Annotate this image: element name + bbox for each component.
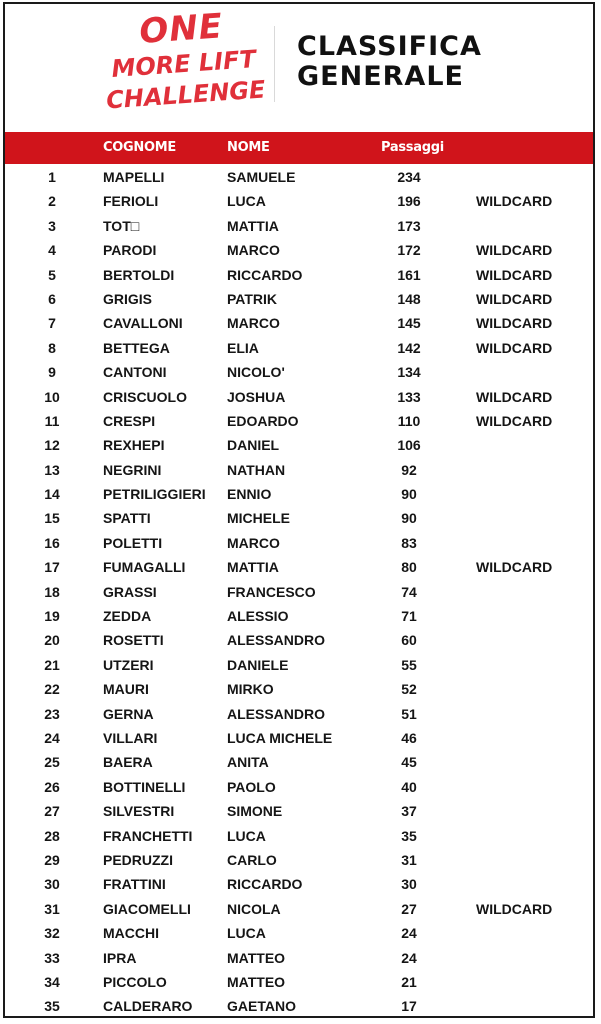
- name-cell: RICCARDO: [227, 266, 303, 283]
- name-cell: ANITA: [227, 754, 269, 771]
- page-title: [297, 32, 482, 92]
- table-row: [5, 750, 593, 774]
- surname-cell: CRESPI: [103, 412, 156, 429]
- surname-cell: MACCHI: [103, 925, 159, 942]
- header: [5, 4, 593, 132]
- table-row: [5, 824, 593, 848]
- rank-cell: 32: [44, 925, 60, 942]
- passes-cell: 106: [397, 437, 421, 454]
- wildcard-badge: WILDCARD: [476, 412, 553, 429]
- wildcard-badge: WILDCARD: [476, 193, 553, 210]
- column-header-surname: COGNOME: [103, 140, 176, 155]
- surname-cell: PICCOLO: [103, 973, 167, 990]
- name-cell: MICHELE: [227, 510, 290, 527]
- rank-cell: 33: [44, 949, 60, 966]
- passes-cell: 148: [397, 290, 421, 307]
- table-row: [5, 580, 593, 604]
- rank-cell: 29: [44, 851, 60, 868]
- table-row: [5, 970, 593, 994]
- logo-line-2: MORE LIFT: [110, 45, 257, 84]
- passes-cell: 92: [401, 461, 417, 478]
- passes-cell: 24: [401, 949, 417, 966]
- surname-cell: GRASSI: [103, 583, 157, 600]
- column-header-name: NOME: [227, 140, 270, 155]
- ranking-table: [5, 165, 593, 1018]
- surname-cell: SPATTI: [103, 510, 151, 527]
- wildcard-badge: WILDCARD: [476, 315, 553, 332]
- wildcard-badge: WILDCARD: [476, 266, 553, 283]
- passes-cell: 142: [397, 339, 421, 356]
- surname-cell: PETRILIGGIERI: [103, 486, 206, 503]
- name-cell: PAOLO: [227, 778, 276, 795]
- passes-cell: 17: [401, 998, 417, 1015]
- rank-cell: 5: [48, 266, 56, 283]
- surname-cell: GERNA: [103, 705, 154, 722]
- logo-line-3: CHALLENGE: [105, 75, 267, 115]
- name-cell: SIMONE: [227, 803, 283, 820]
- rank-cell: 21: [44, 656, 60, 673]
- name-cell: LUCA: [227, 925, 266, 942]
- name-cell: SAMUELE: [227, 169, 296, 185]
- rank-cell: 13: [44, 461, 60, 478]
- surname-cell: CALDERARO: [103, 998, 193, 1015]
- name-cell: NICOLO': [227, 364, 285, 381]
- passes-cell: 145: [397, 315, 421, 332]
- name-cell: CARLO: [227, 851, 277, 868]
- surname-cell: REXHEPI: [103, 437, 165, 454]
- table-row: [5, 897, 593, 921]
- logo-line-1: ONE: [138, 6, 225, 52]
- rank-cell: 6: [48, 290, 56, 307]
- passes-cell: 71: [401, 608, 417, 625]
- surname-cell: TOT□: [103, 217, 140, 234]
- rank-cell: 3: [48, 217, 56, 234]
- surname-cell: FRATTINI: [103, 876, 166, 893]
- surname-cell: FUMAGALLI: [103, 559, 186, 576]
- name-cell: ALESSANDRO: [227, 632, 326, 649]
- table-row: [5, 263, 593, 287]
- surname-cell: CAVALLONI: [103, 315, 183, 332]
- table-row: [5, 287, 593, 311]
- rank-cell: 23: [44, 705, 60, 722]
- rank-cell: 15: [44, 510, 60, 527]
- passes-cell: 161: [397, 266, 421, 283]
- table-row: [5, 482, 593, 506]
- surname-cell: BAERA: [103, 754, 153, 771]
- column-header-bar: [5, 132, 593, 164]
- table-row: [5, 506, 593, 530]
- table-row: [5, 531, 593, 555]
- rank-cell: 24: [44, 729, 60, 746]
- table-row: [5, 872, 593, 896]
- table-row: [5, 238, 593, 262]
- wildcard-badge: WILDCARD: [476, 900, 553, 917]
- name-cell: RICCARDO: [227, 876, 303, 893]
- rank-cell: 28: [44, 827, 60, 844]
- passes-cell: 21: [401, 973, 417, 990]
- passes-cell: 90: [401, 486, 417, 503]
- surname-cell: CANTONI: [103, 364, 167, 381]
- surname-cell: PEDRUZZI: [103, 851, 173, 868]
- passes-cell: 80: [401, 559, 417, 576]
- passes-cell: 83: [401, 534, 417, 551]
- name-cell: MARCO: [227, 315, 280, 332]
- surname-cell: BETTEGA: [103, 339, 170, 356]
- name-cell: PATRIK: [227, 290, 278, 307]
- header-divider: [274, 26, 275, 102]
- wildcard-badge: WILDCARD: [476, 242, 553, 259]
- surname-cell: IPRA: [103, 949, 137, 966]
- passes-cell: 134: [397, 364, 421, 381]
- name-cell: MATTIA: [227, 559, 279, 576]
- name-cell: MARCO: [227, 242, 280, 259]
- table-row: [5, 336, 593, 360]
- surname-cell: BERTOLDI: [103, 266, 175, 283]
- wildcard-badge: WILDCARD: [476, 339, 553, 356]
- rank-cell: 25: [44, 754, 60, 771]
- name-cell: LUCA MICHELE: [227, 729, 333, 746]
- passes-cell: 234: [397, 169, 421, 185]
- passes-cell: 172: [397, 242, 421, 259]
- rank-cell: 30: [44, 876, 60, 893]
- table-row: [5, 409, 593, 433]
- name-cell: MATTEO: [227, 949, 286, 966]
- rank-cell: 35: [44, 998, 60, 1015]
- table-row: [5, 848, 593, 872]
- rank-cell: 31: [44, 900, 60, 917]
- passes-cell: 110: [397, 412, 421, 429]
- rank-cell: 10: [44, 388, 60, 405]
- surname-cell: FRANCHETTI: [103, 827, 193, 844]
- wildcard-badge: WILDCARD: [476, 559, 553, 576]
- passes-cell: 196: [397, 193, 421, 210]
- surname-cell: CRISCUOLO: [103, 388, 187, 405]
- name-cell: LUCA: [227, 827, 266, 844]
- title-line-2: GENERALE: [297, 61, 464, 92]
- surname-cell: SILVESTRI: [103, 803, 175, 820]
- passes-cell: 27: [401, 900, 417, 917]
- table-row: [5, 994, 593, 1018]
- surname-cell: PARODI: [103, 242, 157, 259]
- passes-cell: 37: [401, 803, 417, 820]
- surname-cell: GRIGIS: [103, 290, 153, 307]
- table-row: [5, 604, 593, 628]
- table-row: [5, 726, 593, 750]
- passes-cell: 31: [401, 851, 417, 868]
- name-cell: LUCA: [227, 193, 266, 210]
- passes-cell: 133: [397, 388, 421, 405]
- table-row: [5, 799, 593, 823]
- table-row: [5, 214, 593, 238]
- rank-cell: 1: [48, 169, 56, 185]
- name-cell: ALESSIO: [227, 608, 289, 625]
- rank-cell: 9: [48, 364, 56, 381]
- table-row: [5, 628, 593, 652]
- name-cell: ENNIO: [227, 486, 272, 503]
- column-header-passes: Passaggi: [381, 140, 444, 155]
- name-cell: JOSHUA: [227, 388, 286, 405]
- passes-cell: 30: [401, 876, 417, 893]
- table-row: [5, 385, 593, 409]
- table-row: [5, 677, 593, 701]
- name-cell: NATHAN: [227, 461, 286, 478]
- name-cell: DANIEL: [227, 437, 280, 454]
- passes-cell: 52: [401, 681, 417, 698]
- name-cell: DANIELE: [227, 656, 289, 673]
- surname-cell: MAURI: [103, 681, 149, 698]
- challenge-logo: [95, 4, 273, 134]
- passes-cell: 74: [401, 583, 417, 600]
- rank-cell: 2: [48, 193, 56, 210]
- surname-cell: MAPELLI: [103, 169, 165, 185]
- rank-cell: 34: [44, 973, 60, 990]
- wildcard-badge: WILDCARD: [476, 388, 553, 405]
- rank-cell: 17: [44, 559, 60, 576]
- title-line-1: CLASSIFICA: [297, 31, 482, 62]
- name-cell: ELIA: [227, 339, 259, 356]
- passes-cell: 46: [401, 729, 417, 746]
- surname-cell: VILLARI: [103, 729, 158, 746]
- rank-cell: 26: [44, 778, 60, 795]
- name-cell: MIRKO: [227, 681, 274, 698]
- surname-cell: ROSETTI: [103, 632, 164, 649]
- rank-cell: 4: [48, 242, 56, 259]
- rank-cell: 18: [44, 583, 60, 600]
- passes-cell: 60: [401, 632, 417, 649]
- surname-cell: UTZERI: [103, 656, 154, 673]
- passes-cell: 24: [401, 925, 417, 942]
- surname-cell: FERIOLI: [103, 193, 159, 210]
- table-row: [5, 458, 593, 482]
- passes-cell: 40: [401, 778, 417, 795]
- surname-cell: GIACOMELLI: [103, 900, 191, 917]
- table-row: [5, 360, 593, 384]
- name-cell: FRANCESCO: [227, 583, 316, 600]
- table-row: [5, 311, 593, 335]
- rank-cell: 12: [44, 437, 60, 454]
- name-cell: MATTIA: [227, 217, 279, 234]
- wildcard-badge: WILDCARD: [476, 290, 553, 307]
- rank-cell: 16: [44, 534, 60, 551]
- table-row: [5, 946, 593, 970]
- passes-cell: 45: [401, 754, 417, 771]
- rank-cell: 27: [44, 803, 60, 820]
- surname-cell: POLETTI: [103, 534, 163, 551]
- name-cell: EDOARDO: [227, 412, 299, 429]
- name-cell: GAETANO: [227, 998, 296, 1015]
- table-row: [5, 921, 593, 945]
- ranking-sheet: [3, 2, 595, 1018]
- name-cell: NICOLA: [227, 900, 281, 917]
- table-row: [5, 702, 593, 726]
- rank-cell: 7: [48, 315, 56, 332]
- name-cell: MATTEO: [227, 973, 286, 990]
- rank-cell: 19: [44, 608, 60, 625]
- passes-cell: 51: [401, 705, 417, 722]
- passes-cell: 173: [397, 217, 421, 234]
- rank-cell: 20: [44, 632, 60, 649]
- name-cell: MARCO: [227, 534, 280, 551]
- passes-cell: 55: [401, 656, 417, 673]
- surname-cell: NEGRINI: [103, 461, 162, 478]
- table-row: [5, 653, 593, 677]
- table-row: [5, 555, 593, 579]
- rank-cell: 11: [44, 412, 60, 429]
- passes-cell: 90: [401, 510, 417, 527]
- rank-cell: 22: [44, 681, 60, 698]
- rank-cell: 8: [48, 339, 56, 356]
- table-row: [5, 433, 593, 457]
- table-row: [5, 775, 593, 799]
- name-cell: ALESSANDRO: [227, 705, 326, 722]
- table-row: [5, 189, 593, 213]
- surname-cell: ZEDDA: [103, 608, 152, 625]
- surname-cell: BOTTINELLI: [103, 778, 186, 795]
- passes-cell: 35: [401, 827, 417, 844]
- rank-cell: 14: [44, 486, 60, 503]
- table-row: [5, 165, 593, 189]
